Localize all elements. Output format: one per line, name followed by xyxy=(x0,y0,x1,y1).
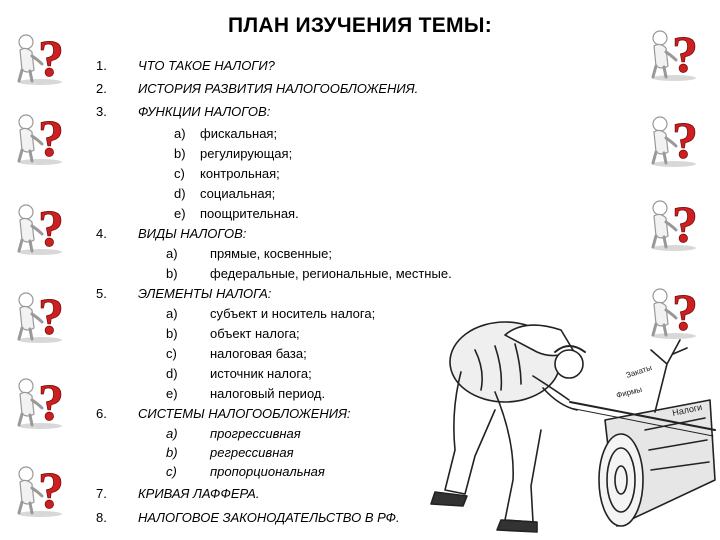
subitem-letter: a) xyxy=(166,246,178,261)
subitem-text: источник налога; xyxy=(210,366,312,381)
subitem-letter: d) xyxy=(166,366,178,381)
subitem-text: прямые, косвенные; xyxy=(210,246,332,261)
item-number: 6. xyxy=(96,406,107,421)
item-number: 3. xyxy=(96,104,107,119)
question-mark-person-icon xyxy=(648,20,704,82)
branch-label: Закаты xyxy=(624,363,653,380)
page-title: ПЛАН ИЗУЧЕНИЯ ТЕМЫ: xyxy=(227,14,493,37)
question-mark-person-icon xyxy=(648,106,704,168)
log-label: Налоги xyxy=(671,401,703,418)
item-number: 5. xyxy=(96,286,107,301)
subitem-text: социальная; xyxy=(200,186,276,201)
subitem-letter: b) xyxy=(166,266,178,281)
item-text: НАЛОГОВОЕ ЗАКОНОДАТЕЛЬСТВО В РФ. xyxy=(138,510,400,525)
subitem-letter: a) xyxy=(166,306,178,321)
item-number: 2. xyxy=(96,81,107,96)
item-text: СИСТЕМЫ НАЛОГООБЛОЖЕНИЯ: xyxy=(138,406,351,421)
item-text: ЭЛЕМЕНТЫ НАЛОГА: xyxy=(138,286,272,301)
branch-label: Фирмы xyxy=(615,384,643,400)
subitem-letter: e) xyxy=(174,206,186,221)
question-mark-person-icon xyxy=(14,24,70,86)
subitem-letter: b) xyxy=(174,146,186,161)
subitem-text: регулирующая; xyxy=(200,146,293,161)
subitem-text: поощрительная. xyxy=(200,206,299,221)
item-number: 7. xyxy=(96,486,107,501)
question-mark-person-icon xyxy=(14,282,70,344)
question-mark-person-icon xyxy=(14,104,70,166)
subitem-text: объект налога; xyxy=(210,326,300,341)
subitem-text: регрессивная xyxy=(210,445,294,460)
subitem-letter: c) xyxy=(166,464,177,479)
subitem-letter: d) xyxy=(174,186,186,201)
subitem-letter: b) xyxy=(166,326,178,341)
item-text: ФУНКЦИИ НАЛОГОВ: xyxy=(138,104,271,119)
man-sawing-log-illustration xyxy=(355,280,720,540)
subitem-text: прогрессивная xyxy=(210,426,301,441)
item-text: ИСТОРИЯ РАЗВИТИЯ НАЛОГООБЛОЖЕНИЯ. xyxy=(138,81,419,96)
item-number: 4. xyxy=(96,226,107,241)
question-mark-person-icon xyxy=(14,194,70,256)
subitem-text: пропорциональная xyxy=(210,464,325,479)
subitem-letter: b) xyxy=(166,445,178,460)
subitem-letter: a) xyxy=(174,126,186,141)
item-text: ЧТО ТАКОЕ НАЛОГИ? xyxy=(138,58,275,73)
question-mark-person-icon xyxy=(14,456,70,518)
subitem-letter: c) xyxy=(166,346,177,361)
subitem-letter: c) xyxy=(174,166,185,181)
subitem-text: фискальная; xyxy=(200,126,278,141)
item-number: 8. xyxy=(96,510,107,525)
subitem-text: налоговая база; xyxy=(210,346,307,361)
subitem-text: налоговый период. xyxy=(210,386,326,401)
question-mark-person-icon xyxy=(648,190,704,252)
question-mark-person-icon xyxy=(14,368,70,430)
subitem-text: субъект и носитель налога; xyxy=(210,306,376,321)
item-text: ВИДЫ НАЛОГОВ: xyxy=(138,226,247,241)
item-text: КРИВАЯ ЛАФФЕРА. xyxy=(138,486,260,501)
subitem-text: контрольная; xyxy=(200,166,280,181)
item-number: 1. xyxy=(96,58,107,73)
subitem-letter: e) xyxy=(166,386,178,401)
subitem-text: федеральные, региональные, местные. xyxy=(210,266,452,281)
subitem-letter: a) xyxy=(166,426,178,441)
